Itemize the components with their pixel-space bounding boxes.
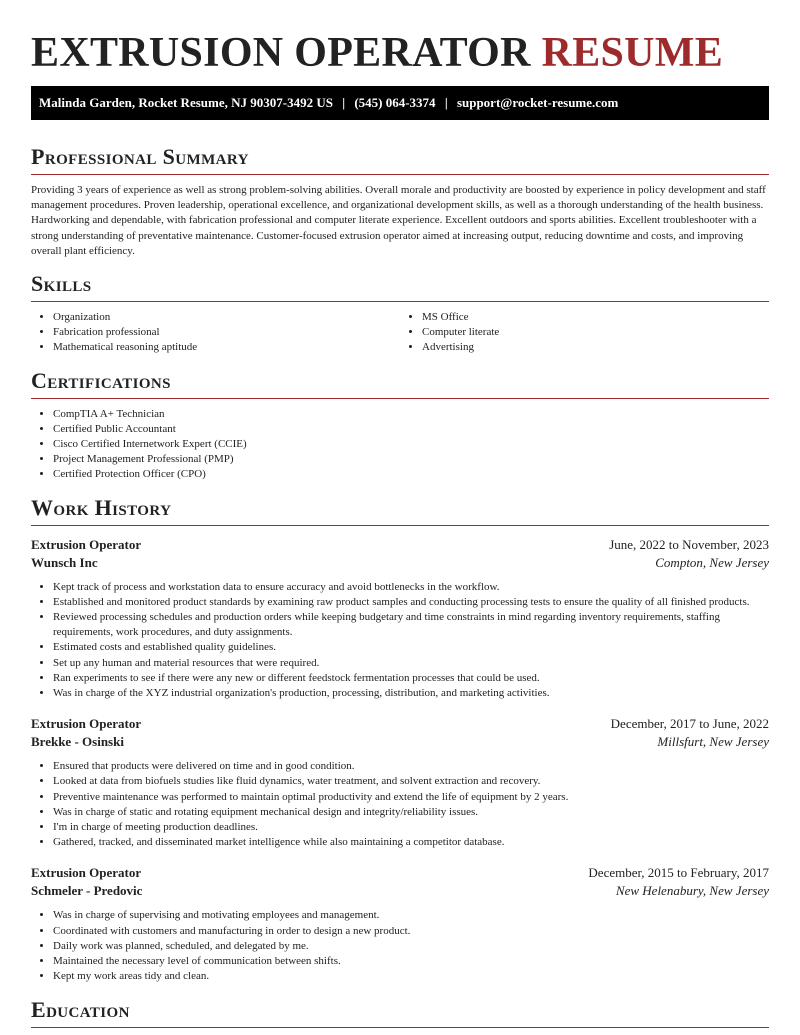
job-dates: December, 2015 to February, 2017: [588, 865, 769, 881]
job-duties: [31, 908, 769, 984]
job-duty: • Coordinated with customers and manufacturing in order to design a new product.: [53, 924, 769, 939]
contact-phone: (545) 064-3374: [354, 95, 436, 110]
skills-heading: Skills: [31, 271, 769, 302]
contact-bar: [31, 86, 769, 120]
certification-item: • Certified Protection Officer (CPO): [53, 467, 769, 482]
skill-item: • MS Office: [422, 310, 769, 325]
job-entry: [31, 536, 769, 702]
job-duty: • Ran experiments to see if there were any new or different feedstock fermentation processes that could be used.: [53, 671, 769, 686]
contact-address: Malinda Garden, Rocket Resume, NJ 90307-3492 US: [39, 95, 333, 110]
certification-item: • CompTIA A+ Technician: [53, 407, 769, 422]
skills-list: [31, 302, 769, 356]
contact-separator: |: [342, 95, 346, 110]
job-location: Millsfurt, New Jersey: [657, 734, 769, 750]
contact-separator: |: [444, 95, 448, 110]
work-history-heading: Work History: [31, 495, 769, 526]
job-location: Compton, New Jersey: [655, 554, 769, 570]
certification-item: • Certified Public Accountant: [53, 422, 769, 437]
summary-heading: Professional Summary: [31, 144, 769, 175]
job-duty: • Was in charge of static and rotating equipment mechanical design and integrity/reliability issues.: [53, 805, 769, 820]
skills-column-left: [31, 310, 400, 356]
job-duty: • Looked at data from biofuels studies like fluid dynamics, water treatment, and solvent extraction and recovery.: [53, 774, 769, 789]
certification-item: • Cisco Certified Internetwork Expert (CCIE): [53, 437, 769, 452]
skill-item: • Advertising: [422, 340, 769, 355]
job-duty: • Was in charge of supervising and motivating employees and management.: [53, 908, 769, 923]
job-company-row: [31, 882, 769, 900]
job-duty: • Was in charge of the XYZ industrial organization's production, processing, distribution, and marketing activities.: [53, 686, 769, 701]
summary-text: Providing 3 years of experience as well as strong problem-solving abilities. Overall morale and productivity are boosted by experience in policy development and staff management procedures. Proven leadership, operational excellence, and organizational development skills, as well as a thorough understanding of the health business. Hardworking and dependable, with fabrication professional and computer literate experience. Excellent outdoors and sports abilities. Excellent troubleshooter with a strong understanding of preventative maintenance. Customer-focused extrusion operator aimed at increasing output, reducing downtime and costs, and improving overall plant efficiency.: [31, 184, 766, 257]
job-header-row: [31, 536, 769, 554]
job-duty: • Ensured that products were delivered on time and in good condition.: [53, 759, 769, 774]
job-dates: June, 2022 to November, 2023: [609, 536, 769, 552]
job-duties: [31, 759, 769, 850]
job-entry: [31, 864, 769, 984]
job-header-row: [31, 864, 769, 882]
job-title: Extrusion Operator: [31, 716, 142, 732]
work-history-list: [31, 536, 769, 985]
job-company: Schmeler - Predovic: [31, 883, 143, 899]
job-title: Extrusion Operator: [31, 536, 142, 552]
skills-column-right: [400, 310, 769, 356]
job-company: Wunsch Inc: [31, 554, 98, 570]
job-duties: [31, 580, 769, 702]
job-duty: • Set up any human and material resources that were required.: [53, 656, 769, 671]
job-duty: • Daily work was planned, scheduled, and delegated by me.: [53, 939, 769, 954]
certifications-heading: Certifications: [31, 368, 769, 399]
job-duty: • Estimated costs and established quality guidelines.: [53, 640, 769, 655]
contact-email[interactable]: support@rocket-resume.com: [456, 95, 619, 110]
job-duty: • Preventive maintenance was performed to maintain optimal productivity and extend the life of equipment by 2 years.: [53, 790, 769, 805]
resume-title: [31, 0, 769, 78]
title-accent: RESUME: [541, 30, 724, 76]
job-duty: • Kept my work areas tidy and clean.: [53, 969, 769, 984]
job-company-row: [31, 733, 769, 751]
skill-item: • Computer literate: [422, 325, 769, 340]
job-duty: • Established and monitored product standards by examining raw product samples and conducting processing tests to ensure the quality of all finished products.: [53, 595, 769, 610]
job-title: Extrusion Operator: [31, 865, 142, 881]
job-duty: • Kept track of process and workstation data to ensure accuracy and avoid bottlenecks in the workflow.: [53, 580, 769, 595]
job-company: Brekke - Osinski: [31, 734, 124, 750]
job-company-row: [31, 554, 769, 572]
title-main: EXTRUSION OPERATOR: [31, 30, 531, 76]
job-duty: • Gathered, tracked, and disseminated market intelligence while also maintaining a competitor database.: [53, 835, 769, 850]
job-duty: • I'm in charge of meeting production deadlines.: [53, 820, 769, 835]
certifications-list: [31, 407, 769, 483]
skill-item: • Mathematical reasoning aptitude: [53, 340, 400, 355]
job-header-row: [31, 715, 769, 733]
skill-item: • Organization: [53, 310, 400, 325]
skill-item: • Fabrication professional: [53, 325, 400, 340]
certification-item: • Project Management Professional (PMP): [53, 452, 769, 467]
job-duty: • Maintained the necessary level of communication between shifts.: [53, 954, 769, 969]
job-dates: December, 2017 to June, 2022: [610, 716, 769, 732]
job-entry: [31, 715, 769, 850]
job-location: New Helenabury, New Jersey: [615, 883, 769, 899]
job-duty: • Reviewed processing schedules and production orders while keeping budgetary and time constraints in mind regarding inventory requirements, staffing requirements, work procedures, and duty assignments.: [53, 610, 769, 640]
education-heading: Education: [31, 997, 769, 1028]
